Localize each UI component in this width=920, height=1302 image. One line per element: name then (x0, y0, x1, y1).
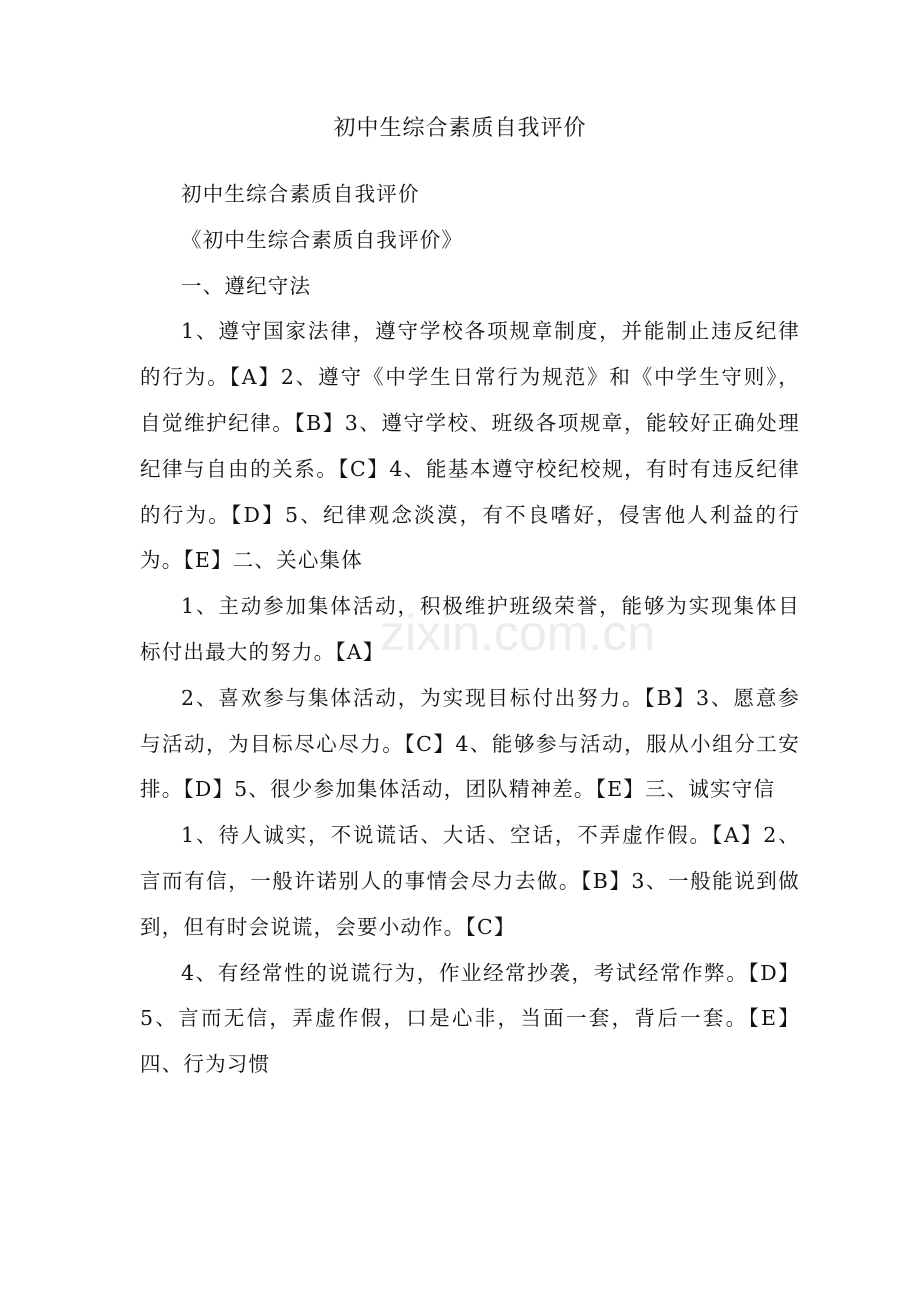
watermark: zixin.com.cn (380, 605, 656, 661)
paragraph-heading: 初中生综合素质自我评价 (181, 182, 420, 206)
paragraph-book-title: 《初中生综合素质自我评价》 (181, 227, 464, 252)
paragraph-collective-2: 2、喜欢参与集体活动，为实现目标付出努力。【B】3、愿意参与活动，为目标尽心尽力。【C】4、能够参与活动，服从小组分工安排。【D】5、很少参加集体活动，团队精神差。【E】三、诚实守信 (140, 685, 800, 802)
paragraph-collective-1: 1、主动参加集体活动，积极维护班级荣誉，能够为实现集体目标付出最大的努力。【A】 (140, 594, 800, 664)
document-body (140, 172, 800, 1088)
paragraph-discipline: 1、遵守国家法律，遵守学校各项规章制度，并能制止违反纪律的行为。【A】2、遵守《中学生日常行为规范》和《中学生守则》，自觉维护纪律。【B】3、遵守学校、班级各项规章，能较好正确处理纪律与自由的关系。【C】4、能基本遵守校纪校规，有时有违反纪律的行为。【D】5、纪律观念淡漠，有不良嗜好，侵害他人利益的行为。【E】二、关心集体 (140, 319, 800, 573)
document-title: 初中生综合素质自我评价 (333, 116, 587, 141)
paragraph-honesty-2: 4、有经常性的说谎行为，作业经常抄袭，考试经常作弊。【D】5、言而无信，弄虚作假，口是心非，当面一套，背后一套。【E】四、行为习惯 (140, 960, 800, 1077)
section-heading-discipline: 一、遵纪守法 (181, 273, 312, 298)
paragraph-honesty-1: 1、待人诚实，不说谎话、大话、空话，不弄虚作假。【A】2、言而有信，一般许诺别人的事情会尽力去做。【B】3、一般能说到做到，但有时会说谎，会要小动作。【C】 (140, 823, 800, 939)
